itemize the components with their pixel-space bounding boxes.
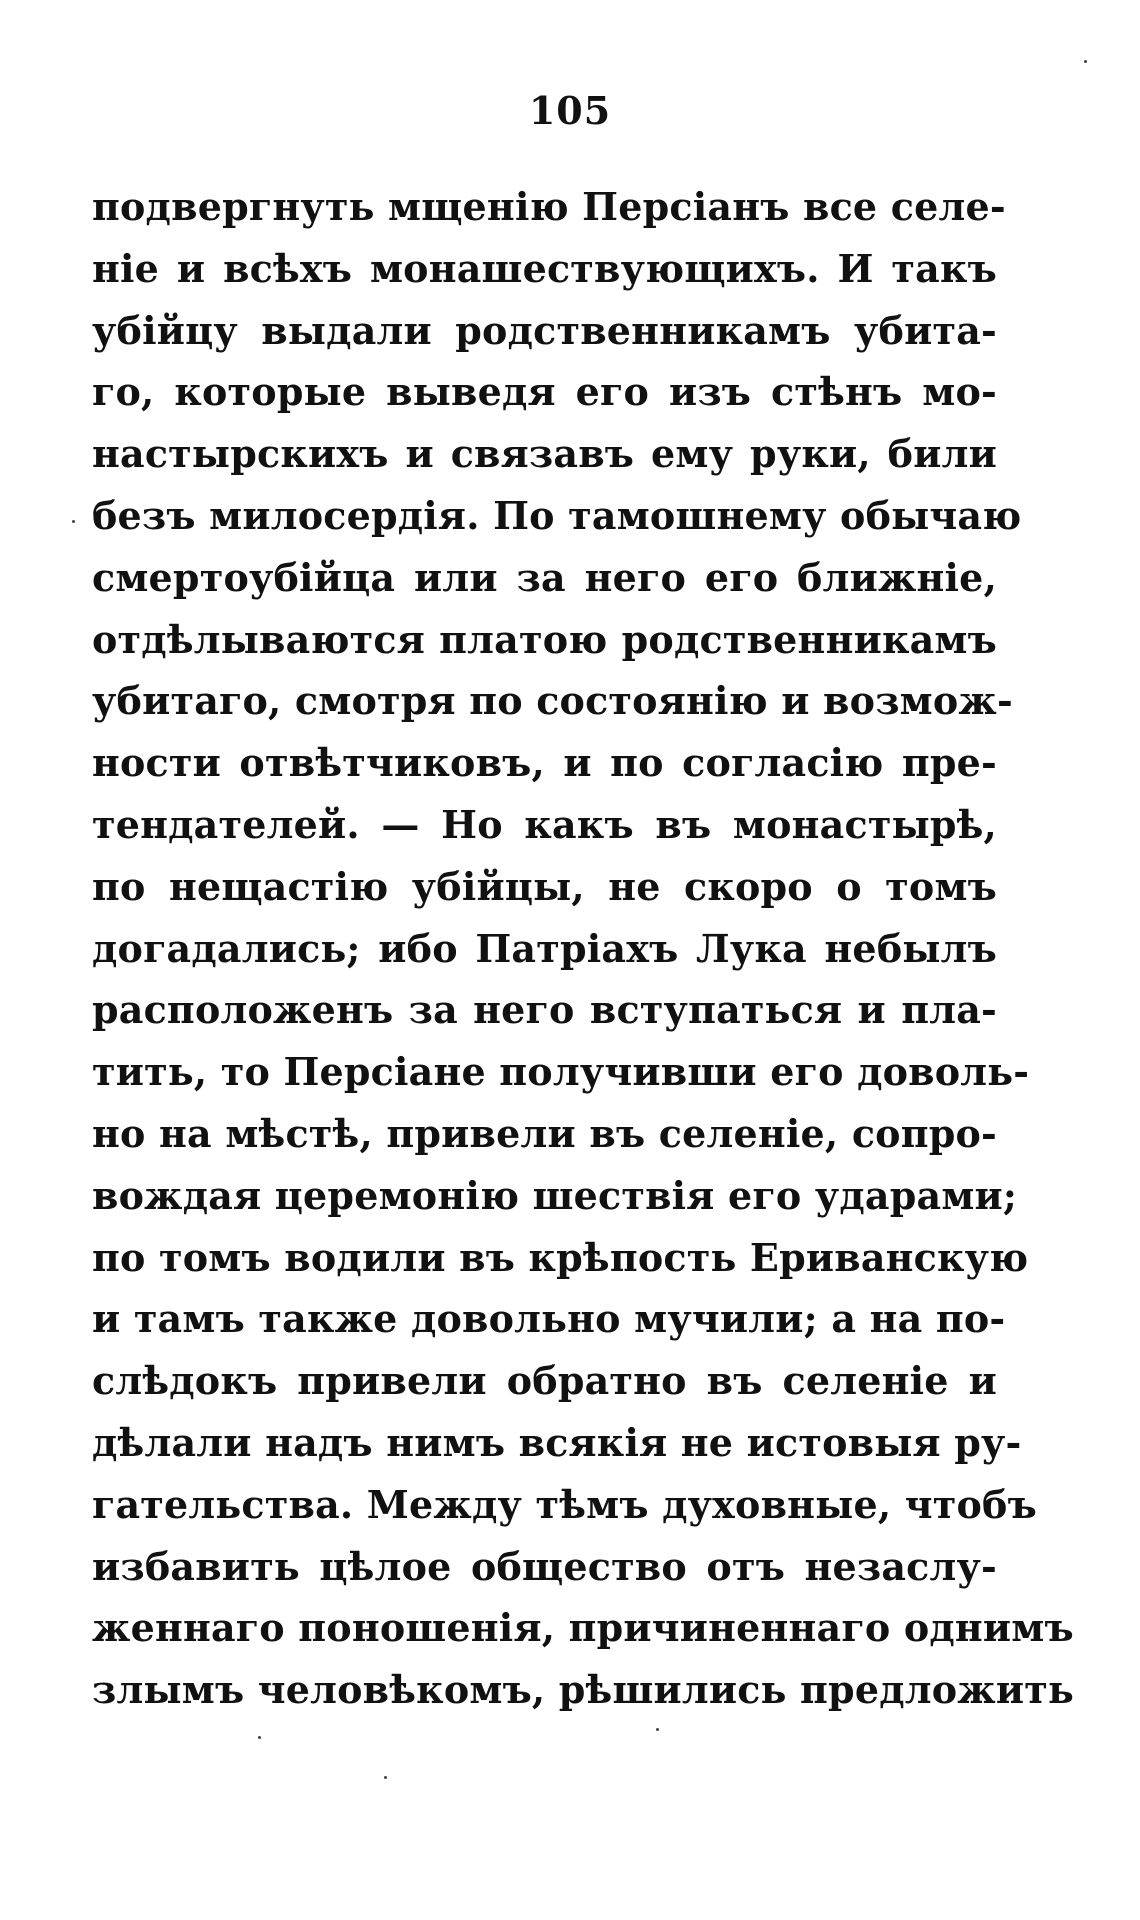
scan-speck	[1084, 60, 1087, 63]
text-line: женнаго поношенія, причиненнаго однимъ	[92, 1605, 1074, 1651]
text-line: догадались; ибо Патріахъ Лука небылъ	[92, 925, 997, 971]
text-line: смертоубійца или за него его ближніе,	[92, 554, 997, 600]
text-line: слѣдокъ привели обратно въ селеніе и	[92, 1358, 997, 1404]
text-line: дѣлали надъ нимъ всякія не истовыя ру-	[92, 1419, 1022, 1465]
scan-speck	[258, 1736, 261, 1739]
text-line: но на мѣстѣ, привели въ селеніе, сопро-	[92, 1110, 997, 1156]
page-number: 105	[528, 88, 612, 133]
text-line: вождая церемонію шествія его ударами;	[92, 1172, 1018, 1218]
text-line: тендателей. — Но какъ въ монастырѣ,	[92, 801, 997, 847]
text-line: ности отвѣтчиковъ, и по согласію пре-	[92, 740, 997, 786]
text-line: по томъ водили въ крѣпость Ериванскую	[92, 1234, 1029, 1280]
text-line: по нещастію убійцы, не скоро о томъ	[92, 863, 997, 909]
text-line: безъ милосердія. По тамошнему обычаю	[92, 492, 1022, 538]
scan-speck	[656, 1728, 659, 1731]
text-line: расположенъ за него вступаться и пла-	[92, 987, 997, 1033]
scan-speck	[384, 1776, 387, 1779]
text-line: убитаго, смотря по состоянію и возмож-	[92, 678, 1013, 724]
scan-speck	[72, 520, 75, 523]
text-line: и тамъ также довольно мучили; а на по-	[92, 1296, 1006, 1342]
text-line: го, которые выведя его изъ стѣнъ мо-	[92, 369, 997, 415]
text-line: избавить цѣлое общество отъ незаслу-	[92, 1543, 997, 1589]
text-line: злымъ человѣкомъ, рѣшились предложить	[92, 1667, 1074, 1713]
text-line: подвергнуть мщенію Персіанъ все селе-	[92, 184, 1006, 229]
text-line: ніе и всѣхъ монашествующихъ. И такъ	[92, 245, 997, 291]
text-line: тить, то Персіане получивши его доволь-	[92, 1049, 1030, 1095]
text-line: гательства. Между тѣмъ духовные, чтобъ	[92, 1481, 1037, 1527]
text-line: убійцу выдали родственникамъ убита-	[92, 307, 997, 353]
text-line: настырскихъ и связавъ ему руки, били	[92, 431, 997, 477]
text-line: отдѣлываются платою родственникамъ	[92, 616, 997, 662]
body-text	[92, 176, 1074, 1721]
